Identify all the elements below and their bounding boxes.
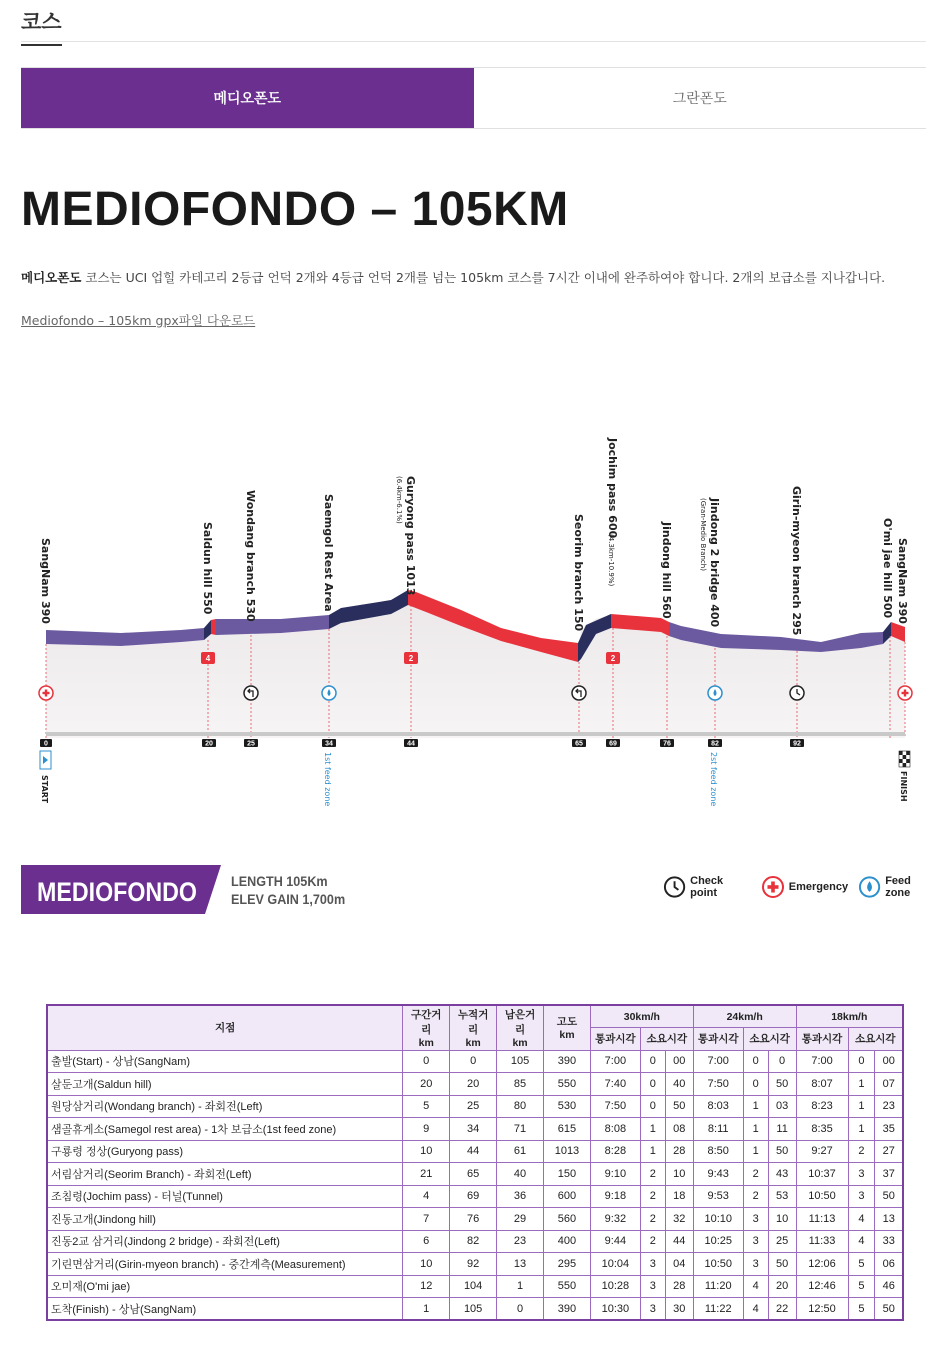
- table-cell: 2: [640, 1208, 665, 1231]
- waypoint-label: Jindong 2 bridge 400: [708, 498, 721, 628]
- table-cell: 50: [768, 1073, 796, 1096]
- km-marker: 69: [609, 740, 617, 748]
- table-cell: 22: [768, 1298, 796, 1321]
- waypoint-sublabel: (4.3km-10.9%): [607, 534, 615, 587]
- th-elapsed: 소요시각: [848, 1028, 903, 1051]
- waypoint-label: Jindong hill 560: [660, 522, 673, 619]
- table-cell: 1: [848, 1095, 875, 1118]
- table-cell: 07: [875, 1073, 903, 1096]
- table-cell: 0: [403, 1050, 450, 1073]
- course-tabs: [21, 67, 926, 129]
- table-cell: 23: [875, 1095, 903, 1118]
- table-cell-point: 진동2교 삼거리(Jindong 2 bridge) - 좌회전(Left): [47, 1230, 403, 1253]
- table-cell: 10: [403, 1253, 450, 1276]
- climb-badge: 4: [205, 654, 211, 663]
- emergency-icon: [761, 875, 785, 899]
- table-cell: 27: [875, 1140, 903, 1163]
- table-cell: 7:40: [590, 1073, 640, 1096]
- table-cell: 10: [665, 1163, 693, 1186]
- schedule-table: [46, 1004, 904, 1321]
- th-elapsed: 소요시각: [743, 1028, 796, 1051]
- waypoint-label: Saemgol Rest Area: [322, 494, 335, 612]
- waypoint-sublabel: (Gran-Medio Branch): [699, 498, 707, 571]
- table-cell: 53: [768, 1185, 796, 1208]
- table-cell: 8:50: [693, 1140, 743, 1163]
- table-cell: 34: [450, 1118, 497, 1141]
- table-cell: 1: [403, 1298, 450, 1321]
- table-cell: 0: [640, 1073, 665, 1096]
- table-cell: 9:10: [590, 1163, 640, 1186]
- section-divider: [21, 41, 926, 42]
- table-cell: 5: [848, 1298, 875, 1321]
- table-cell: 530: [543, 1095, 590, 1118]
- legend-feed-label: Feed zone: [885, 875, 911, 899]
- table-cell: 560: [543, 1208, 590, 1231]
- th-speed-18: 18km/h: [796, 1005, 903, 1028]
- table-cell: 150: [543, 1163, 590, 1186]
- banner-name: MEDIOFONDO: [37, 877, 197, 907]
- feed-zone-icon: [858, 875, 881, 899]
- legend-check-label: Check point: [690, 875, 724, 899]
- table-cell: 7:50: [693, 1073, 743, 1096]
- table-cell: 9:53: [693, 1185, 743, 1208]
- table-cell: 08: [665, 1118, 693, 1141]
- km-marker: 65: [575, 740, 583, 748]
- gpx-download-link[interactable]: Mediofondo – 105km gpx파일 다운로드: [21, 313, 256, 328]
- table-cell: 80: [497, 1095, 544, 1118]
- table-row: [47, 1118, 903, 1141]
- table-cell: 7:50: [590, 1095, 640, 1118]
- table-cell: 23: [497, 1230, 544, 1253]
- table-cell: 20: [450, 1073, 497, 1096]
- table-cell: 12:46: [796, 1275, 848, 1298]
- table-cell: 295: [543, 1253, 590, 1276]
- table-cell: 8:28: [590, 1140, 640, 1163]
- table-cell: 0: [497, 1298, 544, 1321]
- legend: [663, 875, 947, 899]
- table-cell-point: 출발(Start) - 상남(SangNam): [47, 1050, 403, 1073]
- table-cell: 20: [403, 1073, 450, 1096]
- waypoint-label: SangNam 390: [39, 538, 52, 624]
- table-cell: 2: [848, 1140, 875, 1163]
- table-cell: 69: [450, 1185, 497, 1208]
- start-marker: [40, 751, 51, 804]
- table-cell: 4: [403, 1185, 450, 1208]
- table-cell: 00: [875, 1050, 903, 1073]
- table-cell: 43: [768, 1163, 796, 1186]
- table-cell: 10:37: [796, 1163, 848, 1186]
- table-cell: 7: [403, 1208, 450, 1231]
- table-cell: 44: [665, 1230, 693, 1253]
- table-cell: 3: [743, 1230, 768, 1253]
- table-cell: 9: [403, 1118, 450, 1141]
- table-cell: 28: [665, 1140, 693, 1163]
- schedule-body: [47, 1050, 903, 1320]
- table-cell-point: 서림삼거리(Seorim Branch) - 좌회전(Left): [47, 1163, 403, 1186]
- th-seg: 구간거리 km: [403, 1005, 450, 1050]
- table-cell: 0: [743, 1050, 768, 1073]
- th-cum: 누적거리 km: [450, 1005, 497, 1050]
- emergency-icon: [898, 686, 912, 700]
- legend-feed: [858, 875, 937, 899]
- km-marker: 76: [663, 740, 671, 748]
- table-cell: 2: [640, 1185, 665, 1208]
- check-point-icon: [790, 686, 804, 700]
- km-marker: 82: [711, 740, 719, 748]
- table-cell: 9:32: [590, 1208, 640, 1231]
- table-cell: 11: [768, 1118, 796, 1141]
- table-cell: 5: [848, 1275, 875, 1298]
- waypoint-labels: [39, 437, 909, 635]
- course-description-bold: 메디오폰도: [21, 270, 82, 285]
- table-cell: 9:18: [590, 1185, 640, 1208]
- banner-length: LENGTH 105Km: [231, 873, 328, 889]
- th-speed-24: 24km/h: [693, 1005, 796, 1028]
- km-marker: 20: [205, 740, 213, 748]
- table-cell: 1: [743, 1095, 768, 1118]
- table-row: [47, 1275, 903, 1298]
- table-cell: 6: [403, 1230, 450, 1253]
- table-cell: 2: [640, 1230, 665, 1253]
- legend-emergency: [761, 875, 848, 899]
- table-cell: 550: [543, 1275, 590, 1298]
- table-cell: 9:27: [796, 1140, 848, 1163]
- table-cell: 550: [543, 1073, 590, 1096]
- table-row: [47, 1163, 903, 1186]
- table-cell: 8:23: [796, 1095, 848, 1118]
- emergency-icon: [39, 686, 53, 700]
- table-cell: 33: [875, 1230, 903, 1253]
- table-cell: 10:50: [693, 1253, 743, 1276]
- course-description-text: 코스는 UCI 업힐 카테고리 2등급 언덕 2개와 4등급 언덕 2개를 넘는 105km 코스를 7시간 이내에 완주하여야 합니다. 2개의 보급소를 지나갑니다.: [81, 270, 886, 285]
- banner-stats: [231, 872, 345, 908]
- table-row: [47, 1073, 903, 1096]
- check-point-icon: [663, 875, 686, 899]
- table-cell: 50: [768, 1253, 796, 1276]
- table-cell: 13: [497, 1253, 544, 1276]
- table-cell: 36: [497, 1185, 544, 1208]
- table-cell: 25: [768, 1230, 796, 1253]
- table-cell: 2: [640, 1163, 665, 1186]
- table-cell: 4: [743, 1275, 768, 1298]
- table-cell: 12:06: [796, 1253, 848, 1276]
- turn-left-icon: [244, 686, 258, 700]
- km-markers: [40, 739, 804, 748]
- legend-emergency-label: Emergency: [788, 881, 849, 893]
- km-marker: 92: [793, 740, 801, 748]
- waypoint-sublabel: (6.4km-6.1%): [395, 476, 403, 524]
- turn-left-icon: [572, 686, 586, 700]
- table-cell: 10:25: [693, 1230, 743, 1253]
- table-cell: 600: [543, 1185, 590, 1208]
- table-cell-point: 오미재(O'mi jae): [47, 1275, 403, 1298]
- table-cell: 0: [848, 1050, 875, 1073]
- table-cell: 8:11: [693, 1118, 743, 1141]
- table-row: [47, 1050, 903, 1073]
- table-cell: 2: [743, 1163, 768, 1186]
- segment-saldun-descent: [211, 619, 216, 635]
- table-cell: 7:00: [693, 1050, 743, 1073]
- km-marker: 44: [407, 740, 415, 748]
- table-cell: 8:07: [796, 1073, 848, 1096]
- legend-check: [663, 875, 751, 899]
- table-cell: 03: [768, 1095, 796, 1118]
- table-cell: 0: [640, 1050, 665, 1073]
- table-cell: 50: [665, 1095, 693, 1118]
- table-cell: 4: [848, 1208, 875, 1231]
- km-marker: 34: [325, 740, 333, 748]
- table-cell-point: 원당삼거리(Wondang branch) - 좌회전(Left): [47, 1095, 403, 1118]
- table-cell: 71: [497, 1118, 544, 1141]
- table-cell: 3: [640, 1253, 665, 1276]
- table-cell: 00: [665, 1050, 693, 1073]
- waypoint-label: SangNam 390: [896, 538, 909, 624]
- table-cell: 3: [848, 1185, 875, 1208]
- table-cell: 0: [768, 1050, 796, 1073]
- table-cell-point: 도착(Finish) - 상남(SangNam): [47, 1298, 403, 1321]
- table-cell: 11:13: [796, 1208, 848, 1231]
- table-cell-point: 조침령(Jochim pass) - 터널(Tunnel): [47, 1185, 403, 1208]
- table-row: [47, 1185, 903, 1208]
- table-cell: 44: [450, 1140, 497, 1163]
- table-cell: 7:00: [796, 1050, 848, 1073]
- table-cell: 10:04: [590, 1253, 640, 1276]
- th-pass: 통과시각: [796, 1028, 848, 1051]
- banner-elev-gain: ELEV GAIN 1,700m: [231, 891, 346, 907]
- section-title: 코스: [21, 6, 62, 46]
- feed-zone-icon: [708, 686, 722, 700]
- tab-granfondo[interactable]: 그란폰도: [474, 68, 927, 128]
- th-pass: 통과시각: [693, 1028, 743, 1051]
- start-label: START: [40, 775, 49, 804]
- table-cell: 1: [848, 1118, 875, 1141]
- table-cell: 9:43: [693, 1163, 743, 1186]
- feed-zone-icon: [322, 686, 336, 700]
- elevation-profile: [21, 430, 921, 820]
- finish-label: FINISH: [899, 771, 908, 802]
- course-description: [21, 268, 885, 286]
- waypoint-label: Saldun hill 550: [201, 522, 214, 615]
- table-header-row: [47, 1005, 903, 1028]
- table-cell: 10:28: [590, 1275, 640, 1298]
- table-cell: 5: [403, 1095, 450, 1118]
- table-cell: 8:08: [590, 1118, 640, 1141]
- km-marker: 25: [247, 740, 255, 748]
- feed-zone-1-label: 1st feed zone: [323, 752, 332, 807]
- table-row: [47, 1298, 903, 1321]
- waypoint-label: O'mi jae hill 500: [881, 518, 894, 619]
- table-cell: 1: [640, 1140, 665, 1163]
- table-cell: 76: [450, 1208, 497, 1231]
- table-cell: 30: [665, 1298, 693, 1321]
- table-cell: 20: [768, 1275, 796, 1298]
- table-cell: 4: [848, 1230, 875, 1253]
- table-cell: 50: [875, 1185, 903, 1208]
- table-cell: 37: [875, 1163, 903, 1186]
- table-cell: 50: [875, 1298, 903, 1321]
- table-cell: 0: [743, 1073, 768, 1096]
- table-cell: 5: [848, 1253, 875, 1276]
- waypoint-label: Guryong pass 1013: [404, 476, 417, 596]
- table-cell: 29: [497, 1208, 544, 1231]
- table-cell: 82: [450, 1230, 497, 1253]
- table-cell: 1: [848, 1073, 875, 1096]
- table-cell: 25: [450, 1095, 497, 1118]
- table-row: [47, 1095, 903, 1118]
- table-row: [47, 1208, 903, 1231]
- th-alt: 고도 km: [543, 1005, 590, 1050]
- table-cell: 28: [665, 1275, 693, 1298]
- profile-ground: [46, 595, 905, 738]
- table-cell: 46: [875, 1275, 903, 1298]
- table-cell: 400: [543, 1230, 590, 1253]
- table-row: [47, 1253, 903, 1276]
- waypoint-label: Jochim pass 600: [606, 438, 619, 539]
- climb-badge: 2: [408, 654, 414, 663]
- km-ruler: [46, 732, 905, 736]
- table-cell: 3: [743, 1208, 768, 1231]
- table-cell: 105: [497, 1050, 544, 1073]
- table-cell: 13: [875, 1208, 903, 1231]
- table-cell: 7:00: [590, 1050, 640, 1073]
- table-cell: 10: [768, 1208, 796, 1231]
- table-cell: 40: [665, 1073, 693, 1096]
- table-cell: 10: [403, 1140, 450, 1163]
- table-cell: 10:30: [590, 1298, 640, 1321]
- tab-mediofondo[interactable]: 메디오폰도: [21, 68, 474, 128]
- waypoint-label: Wondang branch 530: [244, 490, 257, 622]
- table-cell: 3: [848, 1163, 875, 1186]
- km-marker: 0: [44, 740, 48, 748]
- table-cell: 10:10: [693, 1208, 743, 1231]
- climb-badge: 2: [610, 654, 616, 663]
- table-cell: 2: [743, 1185, 768, 1208]
- table-cell: 92: [450, 1253, 497, 1276]
- course-banner: [21, 865, 221, 914]
- table-cell: 1: [743, 1140, 768, 1163]
- th-point: 지점: [47, 1005, 403, 1050]
- table-cell: 390: [543, 1298, 590, 1321]
- table-cell: 1: [497, 1275, 544, 1298]
- table-cell-point: 샘골휴게소(Samegol rest area) - 1차 보급소(1st feed zone): [47, 1118, 403, 1141]
- table-cell: 18: [665, 1185, 693, 1208]
- table-cell-point: 기린면삼거리(Girin-myeon branch) - 중간계측(Measurement): [47, 1253, 403, 1276]
- waypoint-label: Girin-myeon branch 295: [790, 486, 803, 636]
- th-elapsed: 소요시각: [640, 1028, 693, 1051]
- waypoint-label: Seorim branch 150: [572, 514, 585, 632]
- table-cell: 12:50: [796, 1298, 848, 1321]
- page-title: MEDIOFONDO – 105KM: [21, 183, 569, 236]
- th-speed-30: 30km/h: [590, 1005, 693, 1028]
- table-cell: 3: [640, 1298, 665, 1321]
- table-cell: 11:22: [693, 1298, 743, 1321]
- table-cell: 8:35: [796, 1118, 848, 1141]
- table-cell: 11:33: [796, 1230, 848, 1253]
- table-cell: 61: [497, 1140, 544, 1163]
- feed-zone-2-label: 2st feed zone: [709, 752, 718, 807]
- table-cell: 3: [640, 1275, 665, 1298]
- table-cell: 50: [768, 1140, 796, 1163]
- table-row: [47, 1140, 903, 1163]
- table-cell: 615: [543, 1118, 590, 1141]
- table-cell: 12: [403, 1275, 450, 1298]
- table-cell: 0: [640, 1095, 665, 1118]
- table-cell: 4: [743, 1298, 768, 1321]
- table-cell: 06: [875, 1253, 903, 1276]
- finish-flag-icon: [899, 751, 910, 802]
- table-row: [47, 1230, 903, 1253]
- table-cell: 1: [743, 1118, 768, 1141]
- table-cell: 35: [875, 1118, 903, 1141]
- table-cell: 1: [640, 1118, 665, 1141]
- th-rem: 남은거리 km: [497, 1005, 544, 1050]
- table-cell: 21: [403, 1163, 450, 1186]
- table-cell: 390: [543, 1050, 590, 1073]
- table-cell: 85: [497, 1073, 544, 1096]
- table-cell-point: 구룡령 정상(Guryong pass): [47, 1140, 403, 1163]
- table-cell: 10:50: [796, 1185, 848, 1208]
- table-cell: 32: [665, 1208, 693, 1231]
- th-pass: 통과시각: [590, 1028, 640, 1051]
- table-cell: 1013: [543, 1140, 590, 1163]
- table-cell: 104: [450, 1275, 497, 1298]
- table-cell-point: 살둔고개(Saldun hill): [47, 1073, 403, 1096]
- table-cell: 105: [450, 1298, 497, 1321]
- table-cell: 8:03: [693, 1095, 743, 1118]
- table-cell: 04: [665, 1253, 693, 1276]
- table-cell: 3: [743, 1253, 768, 1276]
- table-cell: 0: [450, 1050, 497, 1073]
- table-cell: 11:20: [693, 1275, 743, 1298]
- table-cell: 40: [497, 1163, 544, 1186]
- table-cell: 9:44: [590, 1230, 640, 1253]
- table-cell: 65: [450, 1163, 497, 1186]
- table-cell-point: 진동고개(Jindong hill): [47, 1208, 403, 1231]
